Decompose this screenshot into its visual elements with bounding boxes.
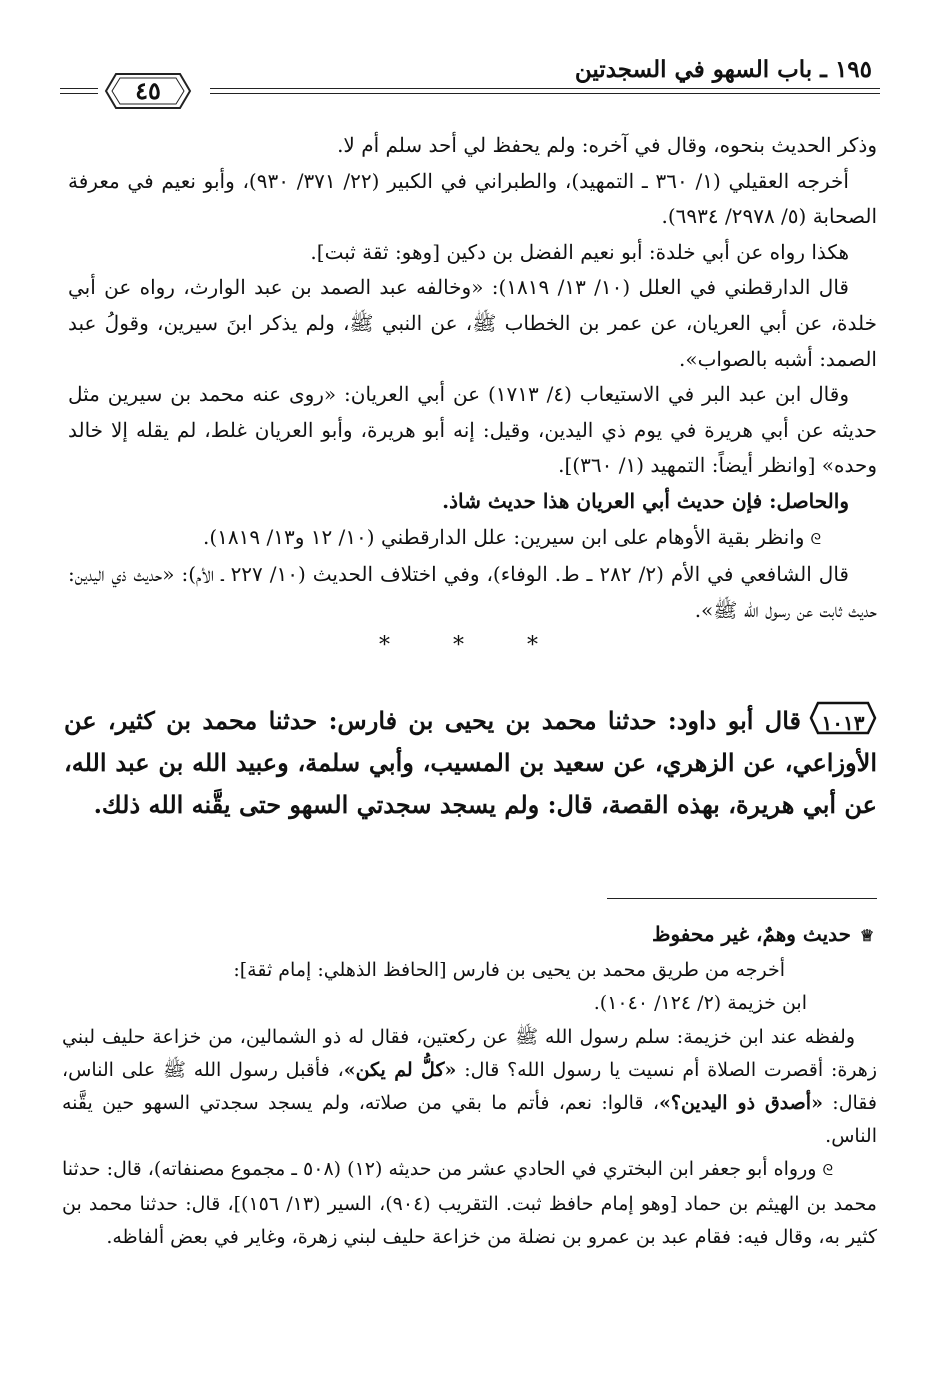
bullet-icon: ᘓ: [810, 529, 821, 548]
page-number: ٤٥: [135, 76, 161, 105]
section-separator: * * *: [379, 633, 566, 659]
footnote-divider: [607, 898, 877, 899]
paragraph-text: ، فأقبل رسول الله ﷺ على الناس، فقال:: [62, 1058, 877, 1115]
paragraph: هكذا رواه عن أبي خلدة: أبو نعيم الفضل بن دكين [وهو: ثقة ثبت].: [310, 239, 849, 264]
paragraph: [62, 1153, 877, 1254]
citation-block: [62, 954, 807, 1020]
hadith-number-badge: [809, 701, 877, 735]
heading-text: حديث وهمٌ، غير محفوظ: [651, 922, 851, 946]
header-rule: [60, 88, 98, 89]
bullet-icon: ᘓ: [822, 1161, 833, 1180]
paragraph-text: وانظر بقية الأوهام على ابن سيرين: علل الدارقطني (١٠/ ١٢ و١٣/ ١٨١٩).: [202, 524, 805, 549]
paragraph: وقال ابن عبد البر في الاستيعاب (٤/ ١٧١٣) عن أبي العريان: «روى عنه محمد بن سيرين مثل حديثه عن أبي هريرة في يوم ذي اليدين، وقيل: إنه أبو هريرة، وأبو العريان غلط، لم يقله إلا خالد وحده» [وانظر أيضاً: التمهيد (١/ ٣٦٠)].: [68, 382, 877, 478]
header-rule: [210, 88, 880, 89]
header-rule: [60, 93, 98, 94]
paragraph-text: ورواه أبو جعفر ابن البختري في الحادي عشر من حديثه (١٢) (٥٠٨ ـ مجموع مصنفاته)، قال: حدثنا محمد بن الهيثم بن حماد [وهو إمام حافظ ثبت. التقريب (٩٠٤)، السير (١٣/ ١٥٦)]، قال: حدثنا محمد بن كثير به، وقال فيه: فقام عبد بن عمرو بن نضلة من خزاعة حليف لبني زهرة، وغاير في بعض ألفاظه.: [62, 1158, 877, 1248]
commentary: [62, 918, 877, 1254]
paragraph-text: ولفظه عند ابن خزيمة: سلم رسول الله ﷺ عن ركعتين، فقال له ذو الشمالين، من خزاعة حليف لبني زهرة: أقصرت الصلاة أم نسيت يا رسول الله؟ قال:: [62, 1025, 877, 1081]
paragraph: [62, 1021, 877, 1154]
paragraph: قال الشافعي في الأم (٢/ ٢٨٢ ـ ط. الوفاء)، وفي اختلاف الحديث (١٠/ ٢٢٧ ـ الأم): «حديث ذي اليدين: حديث ثابت عن رسول الله ﷺ».: [68, 562, 877, 622]
quoted-phrase: «أصدق ذو اليدين؟»: [658, 1092, 823, 1115]
paragraph: [68, 520, 877, 558]
page-header: [60, 52, 880, 122]
hadith-number: ١٠١٣: [821, 711, 865, 735]
hadith-block: [64, 700, 877, 826]
paragraph-text: ، قالوا: نعم، فأتم ما بقي من صلاته، ولم يسجد سجدتي السهو حين يقَّنه الناس.: [62, 1092, 877, 1148]
crown-icon: ♕: [859, 926, 875, 945]
header-rule: [210, 93, 880, 94]
commentary-heading: [62, 918, 877, 952]
citation-line: أخرجه من طريق محمد بن يحيى بن فارس [الحافظ الذهلي: إمام ثقة]:: [233, 959, 785, 982]
paragraph: قال الدارقطني في العلل (١٠/ ١٣/ ١٨١٩): «وخالفه عبد الصمد بن عبد الوارث، رواه عن أبي خلدة، عن أبي العريان، عن عمر بن الخطاب ﷺ، عن النبي ﷺ، ولم يذكر ابنَ سيرين، وقولُ عبد الصمد: أشبه بالصواب».: [68, 275, 877, 371]
paragraph: أخرجه العقيلي (١/ ٣٦٠ ـ التمهيد)، والطبراني في الكبير (٢٢/ ٣٧١/ ٩٣٠)، وأبو نعيم في معرفة الصحابة (٥/ ٢٩٧٨/ ٦٩٣٤).: [68, 168, 877, 229]
main-text: [68, 128, 877, 664]
citation-line: ابن خزيمة (٢/ ١٢٤/ ١٠٤٠).: [593, 992, 807, 1015]
hadith-text: قال أبو داود: حدثنا محمد بن يحيى بن فارس: حدثنا محمد بن كثير، عن الأوزاعي، عن الزهري، عن سعيد بن المسيب، وأبي سلمة، وعبيد الله بن عبد الله، عن أبي هريرة، بهذه القصة، قال: ولم يسجد سجدتي السهو حتى يقَّنه الله ذلك.: [64, 706, 877, 819]
running-head: ١٩٥ ـ باب السهو في السجدتين: [574, 56, 872, 83]
page-number-badge: [104, 72, 192, 110]
paragraph: وذكر الحديث بنحوه، وقال في آخره: ولم يحفظ لي أحد سلم أم لا.: [337, 133, 877, 157]
quoted-phrase: «كلُّ لم يكن»: [343, 1058, 457, 1081]
conclusion-line: والحاصل: فإن حديث أبي العريان هذا حديث شاذ.: [442, 488, 849, 513]
